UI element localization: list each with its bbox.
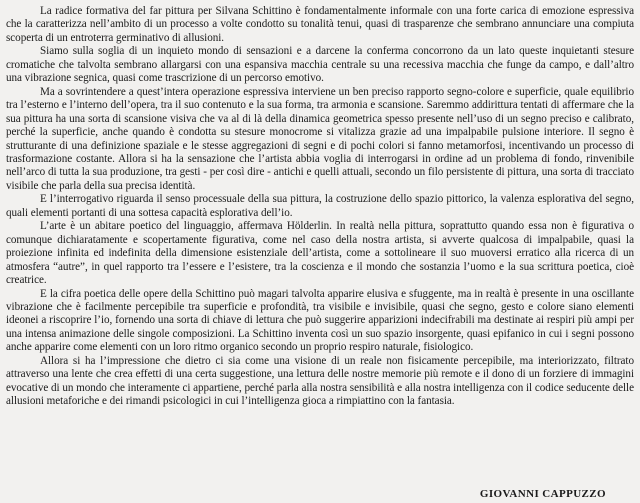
paragraph-4: E l’interrogativo riguarda il senso processuale della sua pittura, la costruzione dello spazio pittorico, la valenza esplorativa del segno, quali elementi portanti di una sottesa capacità esplorativa dell’io.: [6, 193, 634, 219]
author-signature: GIOVANNI CAPPUZZO: [479, 488, 606, 500]
paragraph-6: E la cifra poetica delle opere della Schittino può magari talvolta apparire elusiva e sfuggente, ma in realtà è presente in una oscillante vibrazione che è facilmente percepibile tra superficie e profondità, tra visibile e invisibile, quasi che segno, gesto e colore siano elementi ideonei a riscoprire l’io, fornendo una sorta di chiave di lettura che può suggerire apparizioni indecifrabili ma destinate ai respiri più ampi per una intensa animazione delle singole composizioni. La Schittino inventa così un suo spazio insorgente, quasi epifanico in cui i segni possono anche apparire come elementi con un loro ritmo organico secondo un proprio respiro naturale, fisiologico.: [6, 287, 634, 354]
paragraph-1: La radice formativa del far pittura per Silvana Schittino è fondamentalmente informale con una forte carica di emozione espressiva che la caratterizza nell’ambito di un processo a volte condotto su tonalità tenui, quasi di trasparenze che sembrano annunciare una compiuta scoperta di un entroterra germinativo di allusioni.: [6, 5, 634, 44]
paragraph-5: L’arte è un abitare poetico del linguaggio, affermava Hölderlin. In realtà nella pittura, soprattutto quando essa non è figurativa o comunque dichiaratamente e scopertamente figurativa, come nel caso della nostra artista, si avverte qualcosa di impalpabile, quasi la proiezione infinita ed indefinita della dimensione esistenziale dell’artista, come a sottolineare il suo muoversi erratico alla ricerca di un atmosfera “autre”, in quel rapporto tra l’essere e l’esistere, tra la coscienza e il mondo che sostanzia l’uomo e la sua scrittura poetica, cioè creatrice.: [6, 220, 634, 287]
article-body: [6, 5, 634, 409]
paragraph-2: Siamo sulla soglia di un inquieto mondo di sensazioni e a darcene la conferma concorrono da un lato queste inquietanti stesure cromatiche che talvolta sembrano allargarsi con una espansiva macchia centrale su una recessiva macchia che funge da campo, e dall’altro una vibrazione segnica, quasi come trascrizione di un percorso emotivo.: [6, 45, 634, 85]
paragraph-3: Ma a sovrintendere a quest’intera operazione espressiva interviene un ben preciso rapporto segno-colore e superficie, quale equilibrio tra l’esterno e l’interno dell’opera, tra il suo contenuto e la sua forma, tra armonia e scansione. Saremmo addirittura tentati di affermare che la sua pittura ha una sorta di scansione visiva che va al di là della dinamica geometrica spesso presente nell’uso di un segno preciso e calibrato, perché la superficie, anche quando è condotta su stesure monocrome si vitalizza grazie ad una impalpabile pulsione interiore. Il segno è strutturante di una definizione spaziale e le stesse aggregazioni di segni e di pochi colori si fanno metamorfosi, incentivando un processo di trasformazione costante. Allora si ha la sensazione che l’artista abbia voglia di interrogarsi in ordine ad un problema di fondo, rinvenibile nell’arco di tutta la sua produzione, tra gesti - per così dire - antichi e quelli attuali, secondo un filo persistente di pittura, una sorta di tracciato visibile che parla della sua precisa identità.: [6, 85, 634, 192]
paragraph-7: Allora si ha l’impressione che dietro ci sia come una visione di un reale non fisicamente percepibile, ma interiorizzato, filtrato attraverso una lente che crea effetti di una certa suggestione, una lettura delle nostre memorie più remote e il dono di un forziere di immagini evocative di un mondo che interamente ci appartiene, perché parla alla nostra sensibilità e alla nostra intelligenza con il codice seducente delle allusioni metaforiche e dei rimandi psicologici in cui l’intelligenza gioca a rimpiattino con la fantasia.: [6, 354, 634, 408]
